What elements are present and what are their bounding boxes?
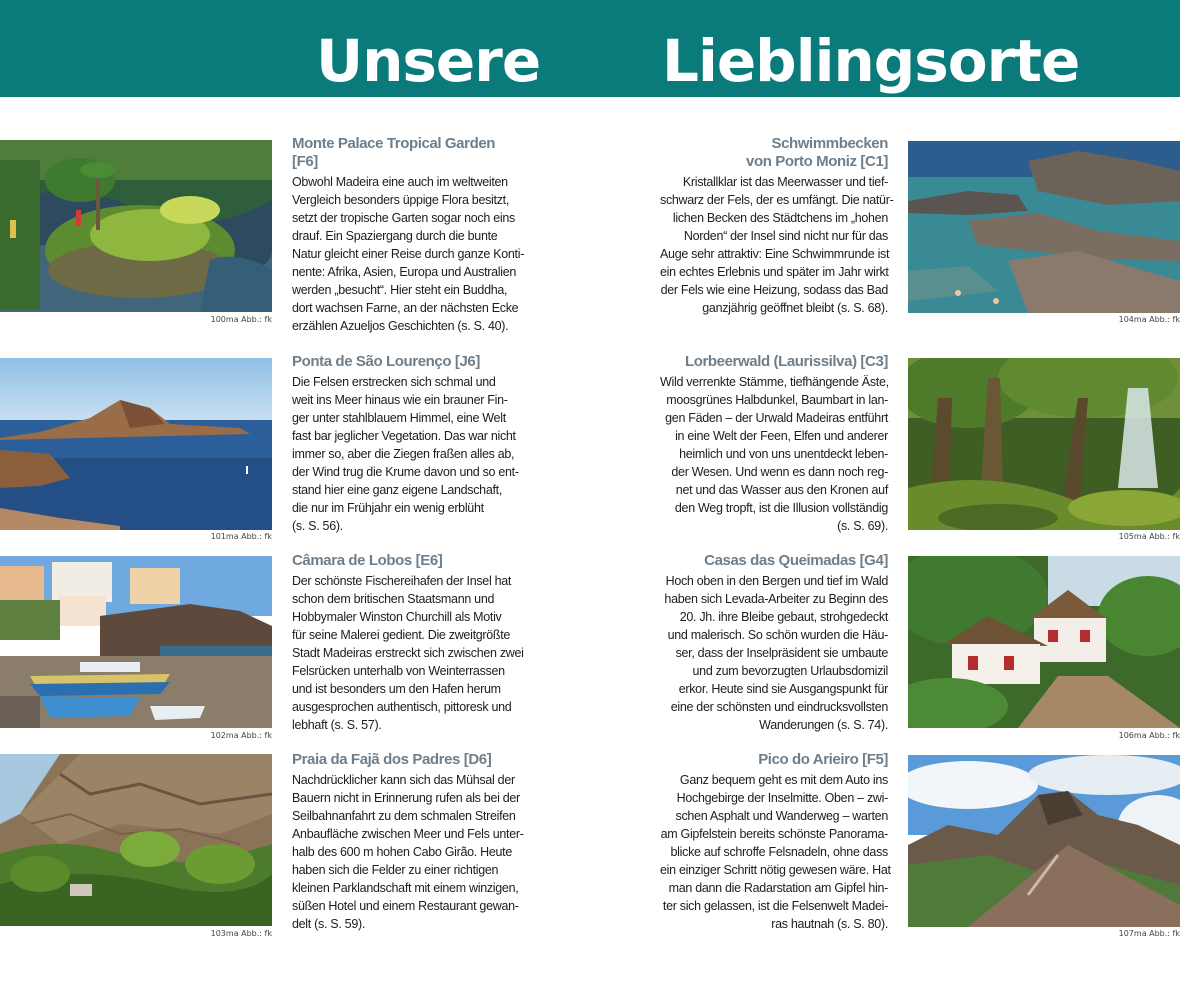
- text-line: delt (s. S. 59).: [292, 917, 366, 931]
- text-line: den Weg tropft, ist die Illusion vollständig: [674, 501, 888, 515]
- page-header: [0, 0, 1180, 97]
- text-line: und malerisch. So schön wurden die Häu-: [667, 628, 888, 642]
- fishing-harbour-photo: [0, 556, 272, 728]
- text-line: Ganz bequem geht es mit dem Auto ins: [679, 773, 888, 787]
- text-line: erkor. Heute sind sie Ausgangspunkt für: [678, 682, 888, 696]
- text-line: Obwohl Madeira eine auch im weltweiten: [292, 175, 508, 189]
- text-line: drauf. Ein Spaziergang durch die bunte: [292, 229, 498, 243]
- text-line: Norden“ der Insel sind nicht nur für das: [683, 229, 888, 243]
- text-line: Seilbahnanfahrt zu dem schmalen Streifen: [292, 809, 516, 823]
- entry-schwimmbecken-porto-moniz: [660, 135, 894, 317]
- text-line: net und das Wasser aus den Kronen auf: [675, 483, 888, 497]
- entry-title: [292, 751, 520, 769]
- text-line: erzählen Azueljos Geschichten (s. S. 40).: [292, 319, 509, 333]
- thatched-houses-photo: [908, 556, 1180, 728]
- text-line: schon dem britischen Staatsmann und: [292, 592, 495, 606]
- title-line: Monte Palace Tropical Garden [F6]: [292, 135, 496, 170]
- laurel-forest-photo: [908, 358, 1180, 530]
- text-line: (s. S. 56).: [292, 519, 343, 533]
- text-line: heimlich und von uns unentdeckt leben-: [679, 447, 888, 461]
- entry-title: [292, 552, 520, 570]
- entry-title: [660, 135, 888, 171]
- title-line: Ponta de São Lourenço [J6]: [292, 353, 480, 370]
- text-line: Wild verrenkte Stämme, tiefhängende Äste,: [660, 375, 889, 389]
- text-line: Hochgebirge der Inselmitte. Oben – zwi-: [676, 791, 888, 805]
- page-title-word-2: Lieblingsorte: [662, 27, 1080, 95]
- entry-title: [292, 353, 520, 371]
- entry-text: [660, 373, 888, 535]
- photo-credit: 104ma Abb.: fk: [1118, 315, 1180, 324]
- rock-pools-photo: [908, 141, 1180, 313]
- entry-text: [292, 373, 520, 535]
- text-line: ser, dass der Inselpräsident sie umbaute: [675, 646, 888, 660]
- text-line: Natur gleicht einer Reise durch ganze Konti-: [292, 247, 525, 261]
- text-line: Hobbymaler Winston Churchill als Motiv: [292, 610, 502, 624]
- text-line: 20. Jh. ihre Bleibe gebaut, strohgedeckt: [679, 610, 888, 624]
- mountain-peaks-photo: [908, 755, 1180, 927]
- tropical-garden-photo: [0, 140, 272, 312]
- text-line: am Gipfelstein bereits schönste Panorama-: [660, 827, 888, 841]
- text-line: werden „besucht“. Hier steht ein Buddha,: [292, 283, 508, 297]
- entry-title: [660, 353, 888, 371]
- title-line: Schwimmbecken: [771, 135, 888, 152]
- text-line: Stadt Madeiras erstreckt sich zwischen zwei: [292, 646, 524, 660]
- text-line: Die Felsen erstrecken sich schmal und: [292, 375, 496, 389]
- title-line: Pico do Arieiro [F5]: [758, 751, 888, 768]
- text-line: ganzjährig geöffnet bleibt (s. S. 68).: [702, 301, 888, 315]
- text-line: Kristallklar ist das Meerwasser und tief-: [682, 175, 888, 189]
- text-line: Bauern nicht in Erinnerung rufen als bei der: [292, 791, 520, 805]
- banana-terraces-photo: [0, 754, 272, 926]
- entry-pico-do-arieiro: [660, 751, 891, 933]
- text-line: gen Fäden – der Urwald Madeiras entführt: [665, 411, 888, 425]
- text-line: (s. S. 69).: [837, 519, 888, 533]
- entry-text: [292, 173, 525, 335]
- entry-title: [660, 552, 888, 570]
- text-line: ger unter stahlblauem Himmel, eine Welt: [292, 411, 506, 425]
- text-line: halb des 600 m hohen Cabo Girão. Heute: [292, 845, 513, 859]
- text-line: ein echtes Erlebnis und später im Jahr wirkt: [660, 265, 889, 279]
- title-line: Lorbeerwald (Laurissilva) [C3]: [684, 353, 888, 370]
- title-line: Praia da Fajã dos Padres [D6]: [292, 751, 492, 768]
- entry-lorbeerwald: [660, 353, 888, 535]
- entry-text: [292, 572, 524, 734]
- text-line: dort wachsen Farne, an der nächsten Ecke: [292, 301, 519, 315]
- text-line: lebhaft (s. S. 57).: [292, 718, 382, 732]
- text-line: immer so, aber die Ziegen fraßen alles ab,: [292, 447, 515, 461]
- text-line: Felsrücken unterhalb von Weinterrassen: [292, 664, 505, 678]
- photo-credit: 107ma Abb.: fk: [1118, 929, 1180, 938]
- text-line: die nur im Frühjahr ein wenig erblüht: [292, 501, 484, 515]
- entry-text: [660, 572, 888, 734]
- entry-casas-das-queimadas: [660, 552, 888, 734]
- text-line: schwarz der Fels, der es umfängt. Die natür-: [660, 193, 894, 207]
- photo-credit: 103ma Abb.: fk: [210, 929, 272, 938]
- text-line: Vergleich besonders üppige Flora besitzt,: [292, 193, 510, 207]
- entry-ponta-de-sao-lourenco: [292, 353, 520, 535]
- text-line: in eine Welt der Feen, Elfen und anderer: [675, 429, 888, 443]
- entry-title: [292, 135, 520, 171]
- text-line: für seine Malerei gedient. Die zweitgrößte: [292, 628, 511, 642]
- text-line: Auge sehr attraktiv: Eine Schwimmrunde ist: [660, 247, 890, 261]
- text-line: weit ins Meer hinaus wie ein brauner Fin-: [292, 393, 508, 407]
- text-line: eine der schönsten und eindrucksvollsten: [670, 700, 888, 714]
- text-line: kleinen Parklandschaft mit einem winzigen,: [292, 881, 519, 895]
- text-line: Wanderungen (s. S. 74).: [759, 718, 888, 732]
- text-line: blicke auf schroffe Felsnadeln, ohne dass: [670, 845, 888, 859]
- text-line: und zum bevorzugten Urlaubsdomizil: [692, 664, 888, 678]
- text-line: Der schönste Fischereihafen der Insel hat: [292, 574, 512, 588]
- text-line: lichen Becken des Städtchens im „hohen: [672, 211, 888, 225]
- text-line: ein einziger Schritt nötig gewesen wäre. Hat: [660, 863, 891, 877]
- entry-monte-palace: [292, 135, 525, 335]
- text-line: man dann die Radarstation am Gipfel hin-: [668, 881, 888, 895]
- text-line: haben sich Levada-Arbeiter zu Beginn des: [664, 592, 888, 606]
- text-line: ter sich gelassen, ist die Felsenwelt Madei-: [662, 899, 888, 913]
- title-line: von Porto Moniz [C1]: [746, 153, 888, 170]
- photo-credit: 100ma Abb.: fk: [210, 315, 272, 324]
- title-line: Casas das Queimadas [G4]: [704, 552, 888, 569]
- text-line: ras hautnah (s. S. 80).: [771, 917, 888, 931]
- text-line: Anbaufläche zwischen Meer und Fels unter-: [292, 827, 524, 841]
- entry-praia-da-faja-dos-padres: [292, 751, 524, 933]
- text-line: der Wesen. Und wenn es dann noch reg-: [671, 465, 888, 479]
- text-line: fast bar jeglicher Vegetation. Das war nicht: [292, 429, 516, 443]
- text-line: der Wind trug die Krume davon und so ent-: [292, 465, 519, 479]
- title-line: Câmara de Lobos [E6]: [292, 552, 443, 569]
- text-line: Hoch oben in den Bergen und tief im Wald: [665, 574, 888, 588]
- text-line: ausgesprochen authentisch, pittoresk und: [292, 700, 512, 714]
- text-line: süßen Hotel und einem Restaurant gewan-: [292, 899, 519, 913]
- photo-credit: 102ma Abb.: fk: [210, 731, 272, 740]
- text-line: und ist besonders um den Hafen herum: [292, 682, 501, 696]
- entry-text: [660, 771, 891, 933]
- page-title-word-1: Unsere: [316, 27, 541, 95]
- coastal-cliffs-photo: [0, 358, 272, 530]
- text-line: schen Asphalt und Wanderweg – warten: [675, 809, 888, 823]
- entry-title: [660, 751, 888, 769]
- photo-credit: 106ma Abb.: fk: [1118, 731, 1180, 740]
- text-line: setzt der tropische Garten sogar noch eins: [292, 211, 515, 225]
- entry-text: [660, 173, 894, 317]
- entry-text: [292, 771, 524, 933]
- entry-camara-de-lobos: [292, 552, 524, 734]
- text-line: stand hier eine ganz eigene Landschaft,: [292, 483, 502, 497]
- photo-credit: 101ma Abb.: fk: [210, 532, 272, 541]
- text-line: moosgrünes Halbdunkel, Baumbart in lan-: [666, 393, 888, 407]
- text-line: haben sich die Felder zu einer richtigen: [292, 863, 499, 877]
- text-line: nente: Afrika, Asien, Europa und Australien: [292, 265, 517, 279]
- text-line: Nachdrücklicher kann sich das Mühsal der: [292, 773, 515, 787]
- text-line: der Fels wie eine Heizung, sodass das Bad: [660, 283, 888, 297]
- photo-credit: 105ma Abb.: fk: [1118, 532, 1180, 541]
